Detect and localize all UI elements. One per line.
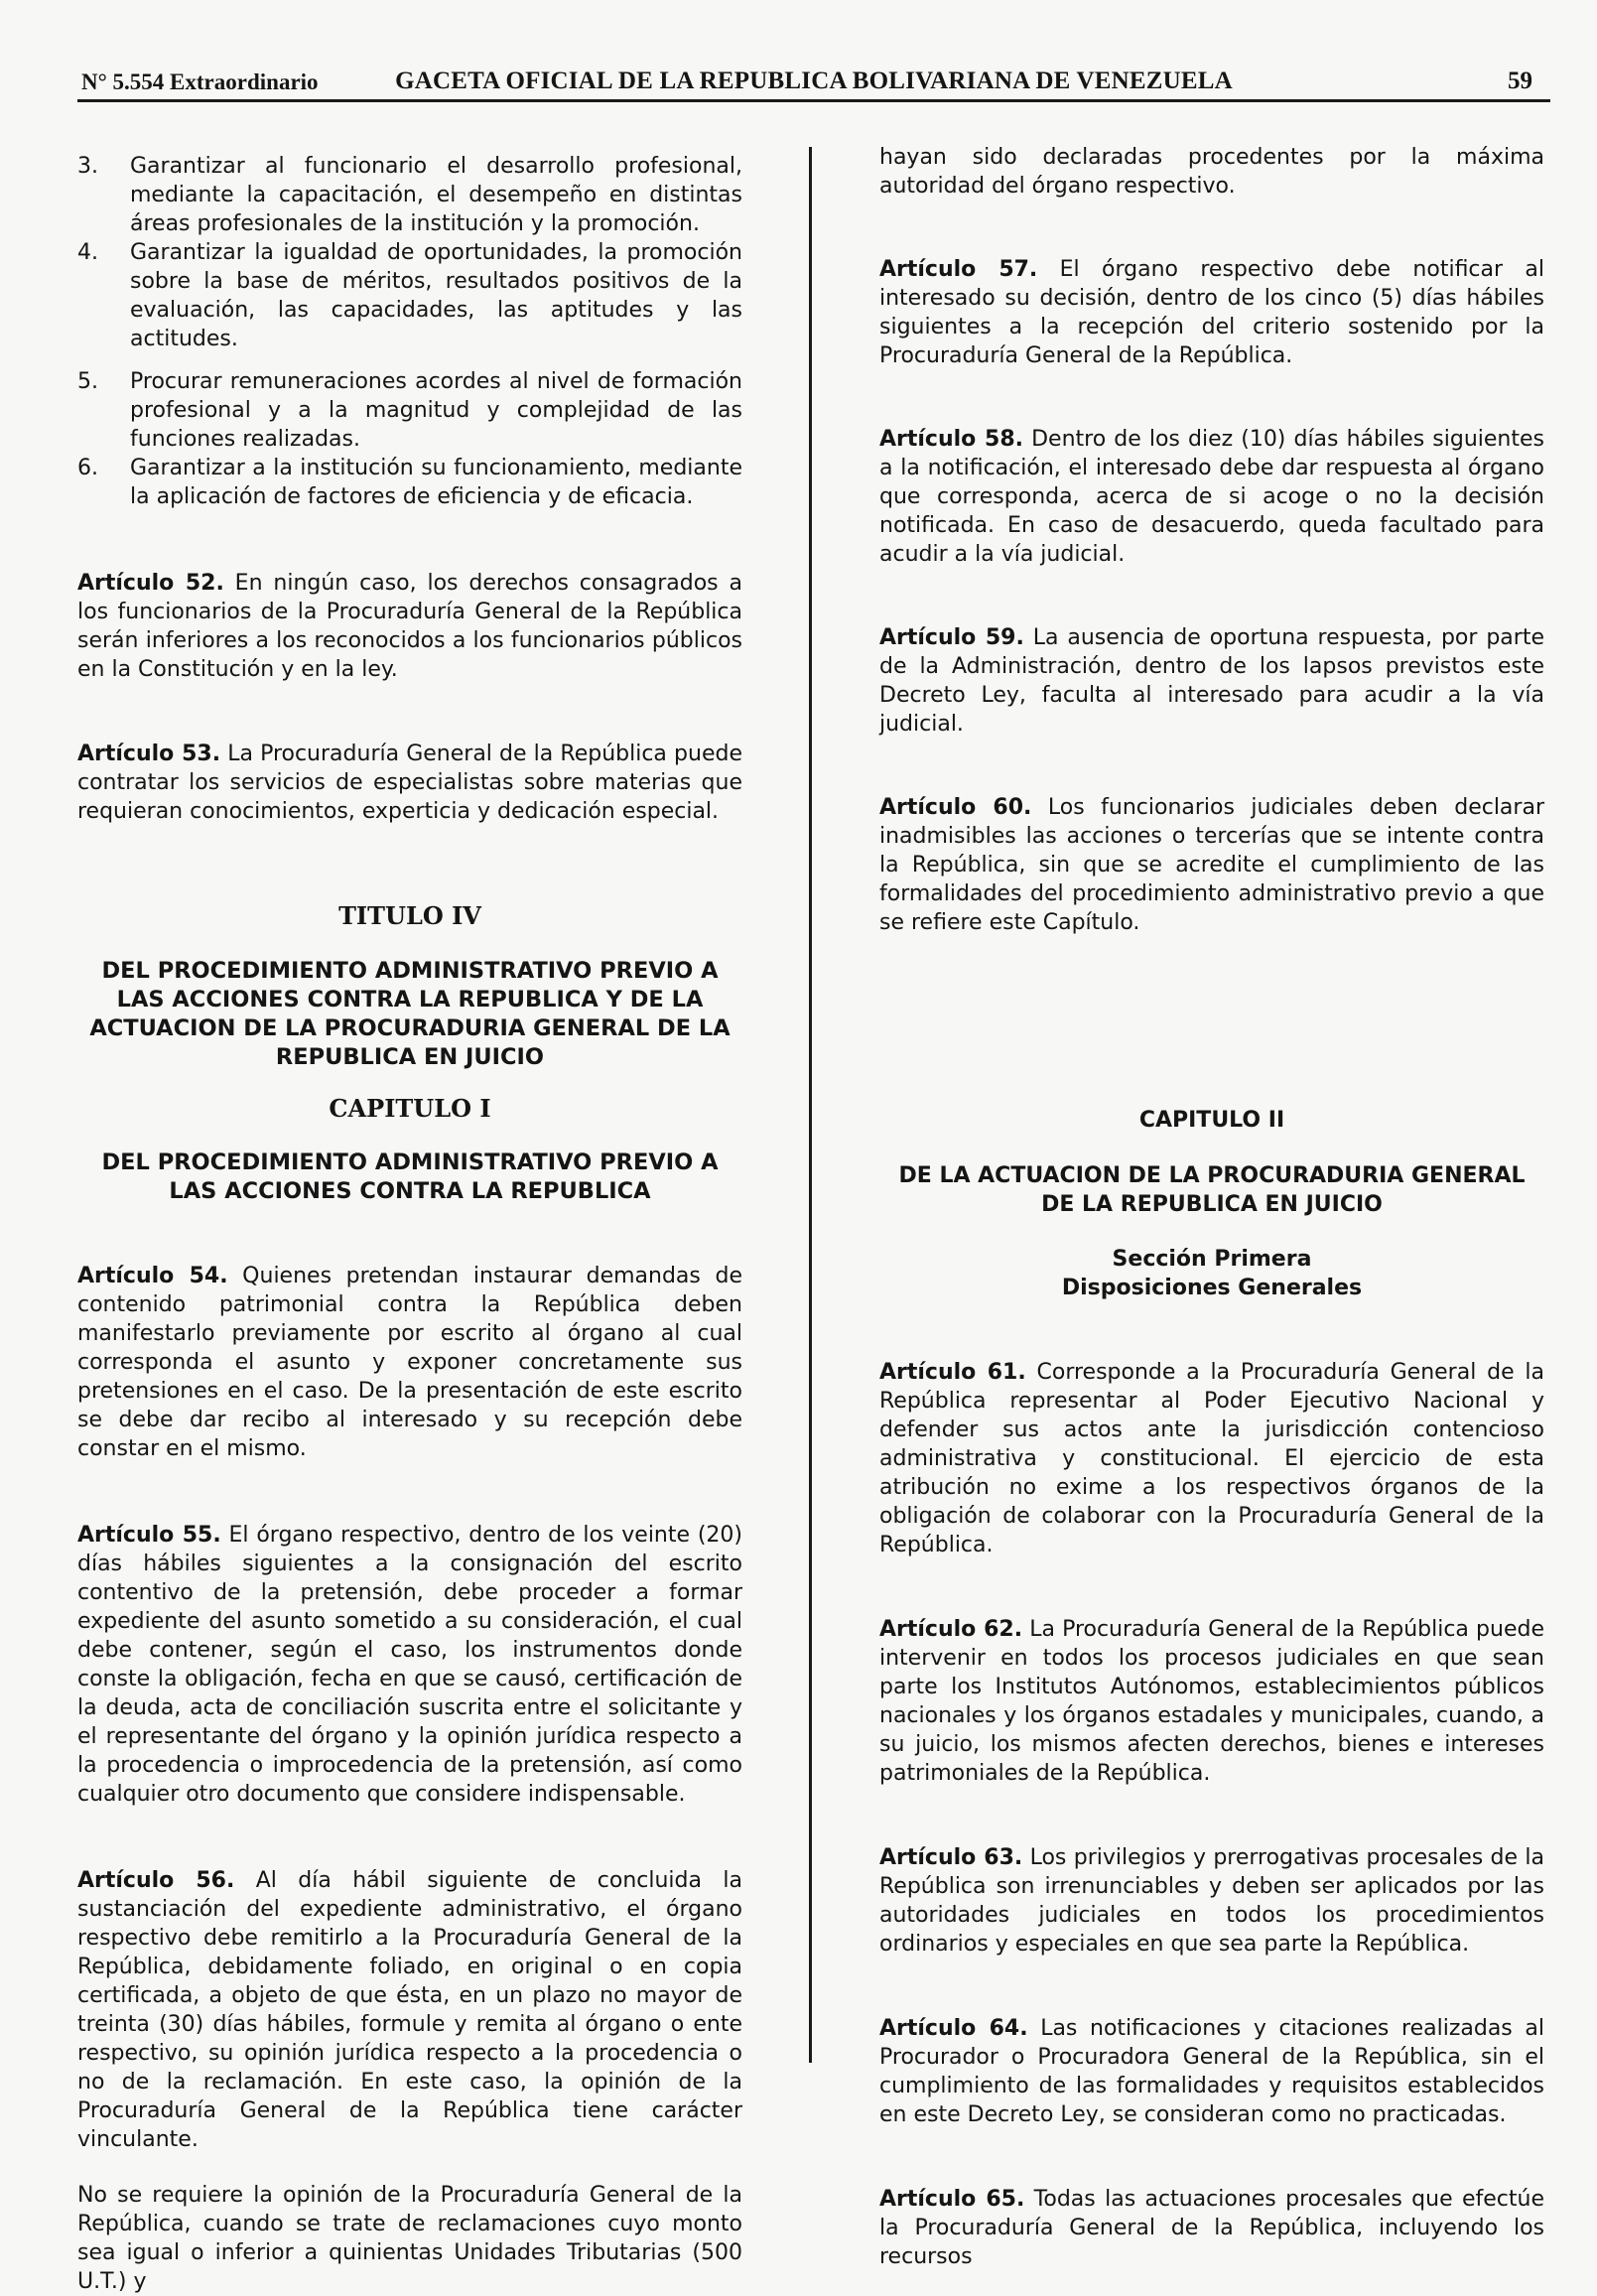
article-label: Artículo 53. [77,742,221,766]
article-54 [77,1262,742,1463]
article-label: Artículo 58. [879,427,1024,452]
list-text: Procurar remuneraciones acordes al nivel de formación profesional y a la magnitud y complejidad de las funciones realizadas. [130,369,742,452]
article-text: Todas las actuaciones procesales que efectúe la Procuraduría General de la República, incluyendo los recursos [879,2187,1544,2269]
article-60 [879,793,1544,937]
article-52 [77,569,742,684]
article-label: Artículo 63. [879,1845,1023,1870]
article-label: Artículo 60. [879,795,1032,820]
article-label: Artículo 64. [879,2016,1028,2041]
article-text: Quienes pretendan instaurar demandas de contenido patrimonial contra la República deben manifestarlo previamente por escrito al órgano al cual corresponda el asunto y exponer concretamente sus pretensiones en el caso. De la presentación de este escrito se debe dar recibo al interesado y su recepción debe constar en el mismo. [77,1264,742,1461]
article-text: El órgano respectivo, dentro de los veinte (20) días hábiles siguientes a la consignación del escrito contentivo de la pretensión, debe proceder a formar expediente del asunto sometido a su consideración, el cual debe contener, según el caso, los instrumentos donde conste la obligación, fecha en que se causó, certificación de la deuda, acta de conciliación suscrita entre el solicitante y el representante del órgano y la opinión jurídica respecto a la procedencia o improcedencia de la pretensión, así como cualquier otro documento que considere indispensable. [77,1523,742,1807]
article-label: Artículo 61. [879,1360,1026,1385]
list-item [77,367,742,454]
article-63 [879,1843,1544,1958]
article-text: La ausencia de oportuna respuesta, por parte de la Administración, dentro de los lapsos previstos este Decreto Ley, faculta al interesado para acudir a la vía judicial. [879,625,1544,737]
seccion-subheading: Disposiciones Generales [1061,1276,1363,1300]
article-57 [879,255,1544,370]
article-61 [879,1358,1544,1559]
capitulo-heading: CAPITULO II [1138,1108,1285,1133]
article-label: Artículo 52. [77,571,224,596]
capitulo-subheading: DEL PROCEDIMIENTO ADMINISTRATIVO PREVIO A LAS ACCIONES CONTRA LA REPUBLICA [101,1149,719,1204]
article-53 [77,740,742,826]
right-column [879,139,1544,2271]
article-label: Artículo 55. [77,1523,221,1548]
capitulo-subheading: DE LA ACTUACION DE LA PROCURADURIA GENERAL DE LA REPUBLICA EN JUICIO [898,1163,1526,1217]
titulo-heading: TITULO IV [338,901,481,930]
list-number: 6. [77,456,98,480]
article-text: Los funcionarios judiciales deben declarar inadmisibles las acciones o tercerías que se intente contra la República, sin que se acredite el cumplimiento de las formalidades del procedimiento administrativo previo a que se refiere este Capítulo. [879,795,1544,935]
article-55 [77,1521,742,1809]
list-item [77,152,742,238]
list-number: 4. [77,240,98,265]
article-text: Al día hábil siguiente de concluida la sustanciación del expediente administrativo, el órgano respectivo debe remitirlo a la Procuraduría General de la República, debidamente foliado, en original o en copia certificada, a objeto de que ésta, en un plazo no mayor de treinta (30) días hábiles, formule y remita al órgano o ente respectivo, su opinión jurídica respecto a la procedencia o no de la reclamación. En este caso, la opinión de la Procuraduría General de la República tiene carácter vinculante. [77,1868,742,2152]
titulo-subheading: DEL PROCEDIMIENTO ADMINISTRATIVO PREVIO A LAS ACCIONES CONTRA LA REPUBLICA Y DE LA ACTUACION DE LA PROCURADURIA GENERAL DE LA REPUBLICA EN JUICIO [89,958,731,1070]
list-number: 5. [77,369,98,394]
article-text: Dentro de los diez (10) días hábiles siguientes a la notificación, el interesado debe dar respuesta al órgano que corresponda, acerca de si acoge o no la decisión notificada. En caso de desacuerdo, queda facultado para acudir a la vía judicial. [879,427,1544,567]
list-number: 3. [77,154,98,179]
article-56-tail: hayan sido declaradas procedentes por la máxima autoridad del órgano respectivo. [879,145,1544,199]
article-56 [77,1866,742,2154]
list-text: Garantizar a la institución su funcionamiento, mediante la aplicación de factores de eficiencia y de eficacia. [130,456,742,509]
article-text: El órgano respectivo debe notificar al interesado su decisión, dentro de los cinco (5) días hábiles siguientes a la recepción del criterio sostenido por la Procuraduría General de la República. [879,257,1544,368]
article-56-continued: No se requiere la opinión de la Procuraduría General de la República, cuando se trate de reclamaciones cuyo monto sea igual o inferior a quinientas Unidades Tributarias (500 U.T.) y [77,2183,742,2294]
article-59 [879,623,1544,739]
page-header [81,66,1546,99]
article-label: Artículo 54. [77,1264,228,1288]
list-item [77,238,742,353]
gazette-title: GACETA OFICIAL DE LA REPUBLICA BOLIVARIANA DE VENEZUELA [395,68,1233,94]
list-item [77,454,742,511]
list-text: Garantizar al funcionario el desarrollo profesional, mediante la capacitación, el desempeño en distintas áreas profesionales de la institución y la promoción. [130,154,742,236]
article-label: Artículo 56. [77,1868,235,1893]
article-text: Corresponde a la Procuraduría General de la República representar al Poder Ejecutivo Nacional y defender sus actos ante la jurisdicción contencioso administrativa y constitucional. El ejercicio de esta atribución no exime a los respectivos órganos de la obligación de colaborar con la Procuraduría General de la República. [879,1360,1544,1557]
issue-number: N° 5.554 Extraordinario [81,69,319,94]
article-label: Artículo 65. [879,2187,1025,2212]
article-text: La Procuraduría General de la República puede contratar los servicios de especialistas sobre materias que requieran conocimientos, experticia y dedicación especial. [77,742,742,824]
article-label: Artículo 57. [879,257,1038,282]
article-58 [879,425,1544,569]
article-text: La Procuraduría General de la República puede intervenir en todos los procesos judiciales en que sean parte los Institutos Autónomos, establecimientos públicos nacionales y los órganos estadales y municipales, cuando, a su juicio, los mismos afecten derechos, bienes e intereses patrimoniales de la República. [879,1617,1544,1786]
page-number: 59 [1508,68,1532,94]
seccion-heading: Sección Primera [1112,1247,1312,1272]
article-label: Artículo 62. [879,1617,1023,1642]
header-rule [77,99,1550,102]
column-divider [809,147,812,2063]
article-62 [879,1615,1544,1788]
article-text: Las notificaciones y citaciones realizadas al Procurador o Procuradora General de la República, sin el cumplimiento de las formalidades y requisitos establecidos en este Decreto Ley, se consideran como no practicadas. [879,2016,1544,2127]
article-text: En ningún caso, los derechos consagrados a los funcionarios de la Procuraduría General de la República serán inferiores a los reconocidos a los funcionarios públicos en la Constitución y en la ley. [77,571,742,682]
left-column [77,139,742,2296]
list-text: Garantizar la igualdad de oportunidades, la promoción sobre la base de méritos, resultados positivos de la evaluación, las capacidades, las aptitudes y las actitudes. [130,240,742,351]
article-64 [879,2014,1544,2129]
article-label: Artículo 59. [879,625,1024,650]
article-65 [879,2185,1544,2271]
article-text: Los privilegios y prerrogativas procesales de la República son irrenunciables y deben ser aplicados por las autoridades judiciales en todos los procedimientos ordinarios y especiales en que sea parte la República. [879,1845,1544,1957]
capitulo-heading: CAPITULO I [329,1094,491,1123]
